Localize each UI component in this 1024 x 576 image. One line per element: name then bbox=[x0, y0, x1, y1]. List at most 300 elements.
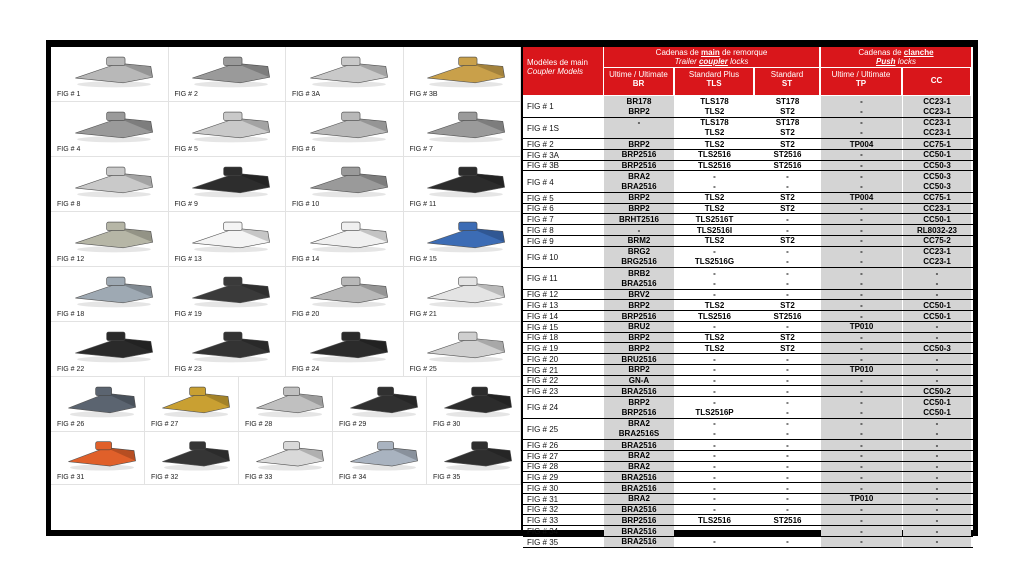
cell-value: - bbox=[935, 494, 939, 504]
cell-value: - bbox=[860, 462, 863, 471]
cell-value: - bbox=[786, 268, 789, 278]
header-push-locks-en: Push locks bbox=[875, 57, 916, 66]
cell-value: - bbox=[786, 225, 789, 235]
row-figure-label: FIG # 3A bbox=[527, 150, 560, 160]
row-figure-label: FIG # 12 bbox=[527, 290, 559, 300]
gallery-cell bbox=[169, 322, 287, 377]
cell-value: CC50-2 bbox=[923, 386, 951, 396]
gallery-cell bbox=[286, 47, 404, 102]
coupler-product-image bbox=[420, 215, 512, 254]
cell-value: - bbox=[786, 171, 789, 181]
gallery-cell bbox=[404, 47, 522, 102]
cell-value: - bbox=[786, 214, 789, 224]
cell-value: ST2 bbox=[780, 333, 795, 342]
figure-label: FIG # 4 bbox=[57, 146, 81, 153]
coupler-product-image bbox=[185, 160, 277, 199]
cell-value: - bbox=[786, 451, 789, 461]
cell-value: BRA2516 bbox=[621, 278, 657, 288]
table-row bbox=[523, 300, 973, 311]
column-header bbox=[755, 68, 819, 95]
cell-value: - bbox=[860, 333, 863, 342]
cell-value: - bbox=[860, 515, 863, 525]
table-row bbox=[523, 193, 973, 204]
cell-value: - bbox=[935, 419, 939, 428]
cell-value: TP004 bbox=[849, 139, 874, 149]
row-figure-label: FIG # 3B bbox=[527, 161, 560, 171]
row-figure-label: FIG # 31 bbox=[527, 494, 559, 504]
cell-value: BRA2 bbox=[628, 451, 650, 461]
figure-label: FIG # 3A bbox=[292, 91, 321, 98]
row-figure-label: FIG # 21 bbox=[527, 365, 559, 375]
cell-value: BRA2516 bbox=[621, 472, 657, 482]
cell-value: - bbox=[713, 494, 716, 504]
cell-value: - bbox=[935, 278, 939, 288]
column-header-title: Ultime / Ultimate bbox=[831, 70, 891, 79]
figure-label: FIG # 10 bbox=[292, 201, 320, 208]
row-figure-label: FIG # 22 bbox=[527, 376, 559, 386]
gallery-cell bbox=[404, 212, 522, 267]
coupler-product-image bbox=[62, 435, 142, 472]
cell-value: - bbox=[786, 322, 789, 332]
cell-value: TP004 bbox=[849, 193, 874, 203]
cell-value: CC23-1 bbox=[923, 257, 951, 267]
row-figure-label: FIG # 7 bbox=[527, 215, 554, 225]
cell-value: CC23-1 bbox=[923, 96, 951, 106]
cell-value: BRP2 bbox=[628, 204, 650, 213]
cell-value: - bbox=[786, 247, 789, 256]
table-row bbox=[523, 150, 973, 161]
table-row bbox=[523, 118, 973, 140]
cell-value: - bbox=[713, 429, 716, 439]
figure-label: FIG # 30 bbox=[433, 421, 461, 428]
gallery-cell bbox=[51, 267, 169, 322]
cell-value: - bbox=[860, 429, 863, 439]
cell-value: - bbox=[786, 429, 789, 439]
column-header-title: Standard bbox=[770, 70, 804, 79]
cell-value: ST178 bbox=[775, 118, 800, 127]
cell-value: TLS2 bbox=[704, 193, 725, 203]
cell-value: BRP2516 bbox=[621, 150, 657, 160]
cell-value: ST2 bbox=[780, 300, 795, 310]
cell-value: - bbox=[713, 322, 716, 332]
cell-value: - bbox=[860, 407, 863, 417]
coupler-product-image bbox=[420, 105, 512, 144]
gallery-cell bbox=[169, 267, 287, 322]
gallery-cell bbox=[286, 102, 404, 157]
table-row bbox=[523, 268, 973, 290]
gallery-cell bbox=[239, 432, 333, 485]
cell-value: CC23-1 bbox=[923, 247, 951, 256]
coupler-product-image bbox=[303, 270, 395, 309]
cell-value: - bbox=[713, 419, 716, 428]
cell-value: - bbox=[860, 204, 863, 213]
cell-value: TP010 bbox=[849, 365, 874, 375]
cell-value: - bbox=[860, 526, 863, 536]
table-row bbox=[523, 526, 973, 537]
cell-value: - bbox=[713, 440, 716, 450]
coupler-gallery bbox=[51, 47, 521, 530]
cell-value: ST2 bbox=[780, 139, 795, 149]
cell-value: BR178 bbox=[626, 96, 652, 106]
table-row bbox=[523, 537, 973, 548]
table-row bbox=[523, 343, 973, 354]
table-row bbox=[523, 365, 973, 376]
gallery-cell bbox=[145, 377, 239, 432]
column-header-code: TP bbox=[855, 79, 867, 88]
cell-value: TLS2 bbox=[704, 106, 725, 116]
cell-value: CC23-1 bbox=[923, 128, 951, 138]
cell-value: TLS2 bbox=[704, 343, 725, 353]
cell-value: - bbox=[860, 451, 863, 461]
cell-value: CC50-1 bbox=[923, 150, 951, 160]
cell-value: - bbox=[786, 537, 789, 547]
figure-label: FIG # 27 bbox=[151, 421, 179, 428]
cell-value: - bbox=[860, 397, 863, 407]
cell-value: - bbox=[935, 462, 939, 471]
cell-value: - bbox=[786, 440, 789, 450]
cell-value: TLS178 bbox=[700, 96, 729, 106]
row-figure-label: FIG # 10 bbox=[527, 252, 559, 262]
header-models-fr: Modèles de main bbox=[527, 58, 588, 67]
coupler-product-image bbox=[438, 380, 518, 419]
table-row bbox=[523, 236, 973, 247]
header-coupler-locks bbox=[604, 47, 819, 67]
coupler-product-image bbox=[62, 380, 142, 419]
cell-value: - bbox=[786, 290, 789, 299]
column-header-code: CC bbox=[930, 76, 943, 85]
figure-label: FIG # 20 bbox=[292, 311, 320, 318]
row-figure-label: FIG # 33 bbox=[527, 516, 559, 526]
figure-label: FIG # 22 bbox=[57, 366, 85, 373]
cell-value: TLS2516 bbox=[698, 150, 731, 160]
cell-value: - bbox=[860, 268, 863, 278]
gallery-cell bbox=[169, 212, 287, 267]
gallery-cell bbox=[286, 322, 404, 377]
cell-value: - bbox=[786, 182, 789, 191]
cell-value: - bbox=[713, 268, 716, 278]
cell-value: - bbox=[935, 376, 939, 385]
figure-label: FIG # 26 bbox=[57, 421, 85, 428]
cell-value: BRA2 bbox=[628, 462, 650, 471]
row-figure-label: FIG # 25 bbox=[527, 424, 559, 434]
cell-value: TLS2516G bbox=[694, 257, 735, 267]
cell-value: - bbox=[786, 526, 789, 536]
table-row bbox=[523, 171, 973, 193]
figure-label: FIG # 24 bbox=[292, 366, 320, 373]
cell-value: - bbox=[860, 505, 863, 514]
gallery-cell bbox=[333, 377, 427, 432]
row-figure-label: FIG # 4 bbox=[527, 177, 554, 187]
cell-value: - bbox=[935, 429, 939, 439]
cell-value: BRA2516 bbox=[621, 182, 657, 191]
cell-value: - bbox=[786, 407, 789, 417]
cell-value: CC23-1 bbox=[923, 204, 951, 213]
cell-value: - bbox=[860, 257, 863, 267]
figure-label: FIG # 6 bbox=[292, 146, 316, 153]
cell-value: - bbox=[860, 161, 863, 170]
row-figure-label: FIG # 20 bbox=[527, 354, 559, 364]
cell-value: - bbox=[860, 419, 863, 428]
coupler-product-image bbox=[420, 50, 512, 89]
cell-value: CC50-3 bbox=[923, 343, 951, 353]
cell-value: CC50-3 bbox=[923, 161, 951, 170]
table-row bbox=[523, 494, 973, 505]
header-models-en: Coupler Models bbox=[527, 67, 584, 76]
coupler-product-image bbox=[185, 215, 277, 254]
table-row bbox=[523, 139, 973, 150]
cell-value: ST2516 bbox=[773, 150, 802, 160]
row-figure-label: FIG # 32 bbox=[527, 505, 559, 515]
coupler-product-image bbox=[185, 105, 277, 144]
cell-value: - bbox=[637, 225, 641, 235]
coupler-product-image bbox=[420, 160, 512, 199]
cell-value: ST2516 bbox=[773, 515, 802, 525]
table-row bbox=[523, 505, 973, 516]
cell-value: - bbox=[860, 214, 863, 224]
gallery-cell bbox=[427, 377, 521, 432]
cell-value: BRG2 bbox=[627, 247, 651, 256]
cell-value: - bbox=[935, 537, 939, 547]
cell-value: - bbox=[713, 354, 716, 364]
coupler-product-image bbox=[250, 435, 330, 472]
gallery-cell bbox=[333, 432, 427, 485]
cell-value: ST2 bbox=[780, 204, 795, 213]
table-row bbox=[523, 214, 973, 225]
column-header-code: BR bbox=[632, 79, 645, 88]
gallery-cell bbox=[51, 432, 145, 485]
cell-value: - bbox=[860, 440, 863, 450]
gallery-cell bbox=[51, 157, 169, 212]
cell-value: - bbox=[713, 526, 716, 536]
compatibility-table bbox=[523, 47, 973, 547]
cell-value: ST2 bbox=[780, 128, 795, 138]
cell-value: ST2 bbox=[780, 343, 795, 353]
cell-value: BRA2 bbox=[628, 171, 650, 181]
coupler-product-image bbox=[68, 270, 160, 309]
cell-value: - bbox=[786, 278, 789, 288]
cell-value: BRA2 bbox=[628, 419, 650, 428]
cell-value: BRB2 bbox=[628, 268, 650, 278]
table-row bbox=[523, 290, 973, 301]
figure-label: FIG # 29 bbox=[339, 421, 367, 428]
table-row bbox=[523, 472, 973, 483]
cell-value: CC75-1 bbox=[923, 139, 951, 149]
cell-value: - bbox=[713, 278, 716, 288]
row-figure-label: FIG # 24 bbox=[527, 403, 559, 413]
header-models bbox=[523, 47, 603, 95]
cell-value: CC50-1 bbox=[923, 407, 951, 417]
cell-value: ST178 bbox=[775, 96, 800, 106]
cell-value: - bbox=[786, 386, 789, 396]
coupler-product-image bbox=[303, 50, 395, 89]
gallery-cell bbox=[169, 157, 287, 212]
gallery-cell bbox=[51, 102, 169, 157]
cell-value: BRG2516 bbox=[621, 257, 657, 267]
cell-value: TLS2 bbox=[704, 236, 725, 246]
table-row bbox=[523, 161, 973, 172]
cell-value: TLS2 bbox=[704, 333, 725, 342]
cell-value: BRP2516 bbox=[621, 161, 657, 170]
row-figure-label: FIG # 34 bbox=[527, 526, 559, 536]
cell-value: - bbox=[935, 515, 939, 525]
cell-value: ST2516 bbox=[773, 161, 802, 170]
cell-value: - bbox=[935, 483, 939, 493]
cell-value: - bbox=[860, 247, 863, 256]
header-coupler-locks-en: Trailer coupler locks bbox=[674, 57, 749, 66]
coupler-product-image bbox=[303, 160, 395, 199]
figure-label: FIG # 7 bbox=[409, 146, 433, 153]
cell-value: - bbox=[860, 343, 863, 353]
coupler-product-image bbox=[438, 435, 518, 472]
gallery-cell bbox=[286, 267, 404, 322]
cell-value: - bbox=[935, 322, 939, 332]
cell-value: CC23-1 bbox=[923, 106, 951, 116]
coupler-product-image bbox=[156, 380, 236, 419]
cell-value: - bbox=[713, 171, 716, 181]
figure-label: FIG # 15 bbox=[409, 256, 437, 263]
figure-label: FIG # 19 bbox=[174, 311, 202, 318]
figure-label: FIG # 31 bbox=[57, 474, 85, 481]
header-push-locks bbox=[821, 47, 971, 67]
cell-value: - bbox=[786, 365, 789, 375]
cell-value: BRP2 bbox=[628, 343, 650, 353]
cell-value: - bbox=[786, 419, 789, 428]
header-push-locks-fr: Cadenas de clanche bbox=[858, 48, 934, 57]
cell-value: - bbox=[860, 96, 863, 106]
row-figure-label: FIG # 28 bbox=[527, 462, 559, 472]
cell-value: BRA2516 bbox=[621, 386, 657, 396]
gallery-cell bbox=[239, 377, 333, 432]
coupler-product-image bbox=[303, 215, 395, 254]
table-row bbox=[523, 322, 973, 333]
figure-label: FIG # 25 bbox=[409, 366, 437, 373]
header-coupler-locks-fr: Cadenas de main de remorque bbox=[655, 48, 768, 57]
row-figure-label: FIG # 15 bbox=[527, 322, 559, 332]
coupler-product-image bbox=[303, 105, 395, 144]
table-row bbox=[523, 333, 973, 344]
cell-value: BRP2516 bbox=[621, 407, 657, 417]
figure-label: FIG # 35 bbox=[433, 474, 461, 481]
cell-value: - bbox=[786, 354, 789, 364]
cell-value: - bbox=[786, 376, 789, 385]
table-row bbox=[523, 204, 973, 215]
row-figure-label: FIG # 11 bbox=[527, 274, 558, 284]
cell-value: BRP2 bbox=[628, 333, 650, 342]
cell-value: TLS2516 bbox=[698, 311, 731, 321]
cell-value: BRU2516 bbox=[621, 354, 657, 364]
figure-label: FIG # 21 bbox=[409, 311, 437, 318]
cell-value: - bbox=[935, 333, 939, 342]
cell-value: TLS2 bbox=[704, 139, 725, 149]
cell-value: CC50-1 bbox=[923, 397, 951, 407]
cell-value: - bbox=[860, 290, 863, 299]
figure-label: FIG # 9 bbox=[174, 201, 198, 208]
cell-value: - bbox=[786, 397, 789, 407]
row-figure-label: FIG # 14 bbox=[527, 311, 559, 321]
coupler-product-image bbox=[185, 50, 277, 89]
table-row bbox=[523, 376, 973, 387]
cell-value: - bbox=[713, 472, 716, 482]
coupler-product-image bbox=[68, 215, 160, 254]
row-figure-label: FIG # 19 bbox=[527, 344, 559, 354]
cell-value: BRA2516 bbox=[621, 526, 657, 536]
table-row bbox=[523, 225, 973, 236]
cell-value: - bbox=[935, 526, 939, 536]
row-figure-label: FIG # 35 bbox=[527, 537, 559, 547]
cell-value: CC23-1 bbox=[923, 118, 951, 127]
coupler-product-image bbox=[68, 50, 160, 89]
coupler-product-image bbox=[420, 270, 512, 309]
figure-label: FIG # 11 bbox=[409, 201, 437, 208]
gallery-cell bbox=[404, 157, 522, 212]
cell-value: - bbox=[860, 225, 863, 235]
cell-value: CC75-1 bbox=[923, 193, 951, 203]
cell-value: - bbox=[860, 483, 863, 493]
cell-value: - bbox=[713, 505, 716, 514]
cell-value: - bbox=[713, 247, 716, 256]
cell-value: BRP2516 bbox=[621, 515, 657, 525]
row-figure-label: FIG # 30 bbox=[527, 483, 559, 493]
cell-value: CC50-3 bbox=[923, 171, 951, 181]
row-figure-label: FIG # 29 bbox=[527, 473, 559, 483]
cell-value: TLS2516T bbox=[695, 214, 734, 224]
gallery-cell bbox=[169, 102, 287, 157]
gallery-cell bbox=[286, 157, 404, 212]
coupler-product-image bbox=[68, 325, 160, 364]
gallery-cell bbox=[51, 377, 145, 432]
coupler-product-image bbox=[185, 270, 277, 309]
cell-value: - bbox=[786, 483, 789, 493]
cell-value: - bbox=[860, 150, 863, 160]
figure-label: FIG # 5 bbox=[174, 146, 198, 153]
gallery-cell bbox=[404, 102, 522, 157]
cell-value: - bbox=[713, 483, 716, 493]
table-row bbox=[523, 451, 973, 462]
gallery-cell bbox=[169, 47, 287, 102]
cell-value: - bbox=[713, 386, 716, 396]
column-header-title: Standard Plus bbox=[688, 70, 740, 79]
cell-value: - bbox=[860, 376, 863, 385]
cell-value: TLS2 bbox=[704, 204, 725, 213]
figure-label: FIG # 1 bbox=[57, 91, 81, 98]
cell-value: BRP2 bbox=[628, 193, 650, 203]
cell-value: - bbox=[786, 257, 789, 267]
cell-value: BRP2 bbox=[628, 397, 650, 407]
cell-value: BRP2 bbox=[628, 139, 650, 149]
cell-value: - bbox=[860, 128, 863, 138]
cell-value: - bbox=[786, 505, 789, 514]
cell-value: TLS2516P bbox=[695, 407, 734, 417]
cell-value: TP010 bbox=[849, 322, 874, 332]
row-figure-label: FIG # 5 bbox=[527, 193, 554, 203]
figure-label: FIG # 33 bbox=[245, 474, 273, 481]
cell-value: - bbox=[860, 300, 863, 310]
cell-value: - bbox=[637, 118, 641, 127]
cell-value: - bbox=[713, 397, 716, 407]
cell-value: - bbox=[860, 106, 863, 116]
table-row bbox=[523, 483, 973, 494]
table-row bbox=[523, 440, 973, 451]
gallery-cell bbox=[51, 212, 169, 267]
cell-value: TP010 bbox=[849, 494, 874, 504]
cell-value: - bbox=[713, 290, 716, 299]
cell-value: - bbox=[860, 472, 863, 482]
cell-value: CC50-1 bbox=[923, 311, 951, 321]
cell-value: - bbox=[786, 494, 789, 504]
row-figure-label: FIG # 18 bbox=[527, 333, 559, 343]
cell-value: TLS2 bbox=[704, 300, 725, 310]
figure-label: FIG # 28 bbox=[245, 421, 273, 428]
